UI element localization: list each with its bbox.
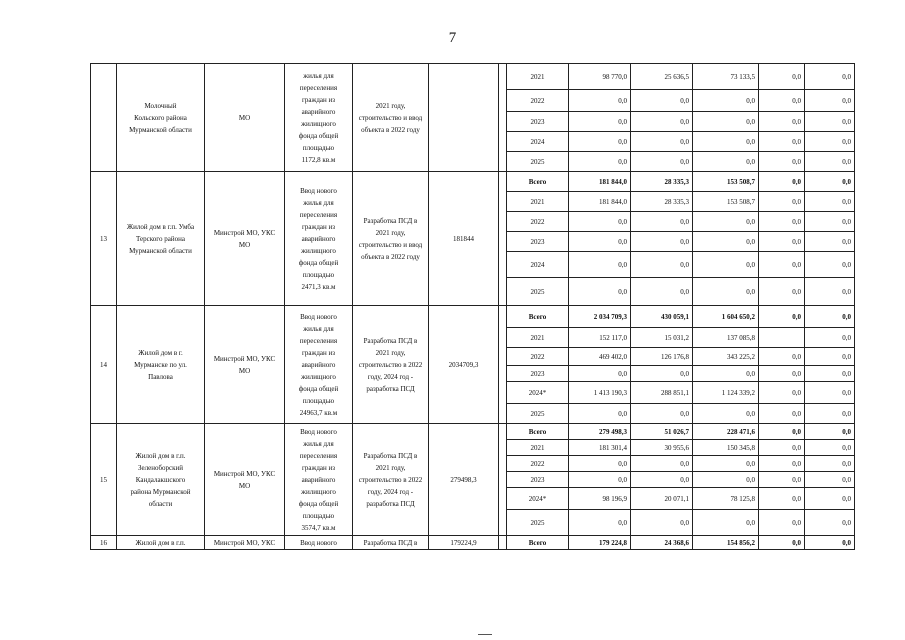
financing-table (90, 63, 855, 550)
value-cell: 0,0 (693, 404, 759, 424)
value-cell: 0,0 (693, 90, 759, 112)
value-cell: 73 133,5 (693, 64, 759, 90)
value-cell: 0,0 (805, 232, 855, 252)
total-cell: 0,0 (569, 278, 631, 306)
value-cell: 0,0 (759, 152, 805, 172)
value-cell: 0,0 (805, 112, 855, 132)
page-edge-mark (478, 634, 492, 635)
object-name: Молочный Кольского района Мурманской области (117, 64, 205, 172)
total-cell: 0,0 (569, 112, 631, 132)
executor: Минстрой МО, УКС МО (205, 306, 285, 424)
year-cell: 2021 (507, 328, 569, 348)
estimated-cost: 2034709,3 (429, 306, 499, 424)
value-cell: 0,0 (693, 252, 759, 278)
stage: Разработка ПСД в (353, 536, 429, 550)
value-cell: 0,0 (631, 278, 693, 306)
total-cell: 0,0 (569, 510, 631, 536)
value-cell: 0,0 (759, 404, 805, 424)
value-cell: 153 508,7 (693, 192, 759, 212)
value-cell: 288 851,1 (631, 382, 693, 404)
value-cell: 0,0 (631, 112, 693, 132)
value-cell: 126 176,8 (631, 348, 693, 366)
value-cell: 0,0 (693, 278, 759, 306)
object-name: Жилой дом в г.п. Зеленоборский Кандалакшского района Мурманской области (117, 424, 205, 536)
value-cell: 0,0 (759, 366, 805, 382)
spacer (499, 536, 507, 550)
value-cell: 0,0 (805, 152, 855, 172)
value-cell: 0,0 (805, 64, 855, 90)
value-cell: 0,0 (693, 212, 759, 232)
value-cell: 0,0 (805, 252, 855, 278)
total-cell: 0,0 (569, 366, 631, 382)
value-cell: 20 071,1 (631, 488, 693, 510)
value-cell: 0,0 (759, 440, 805, 456)
value-cell: 0,0 (759, 112, 805, 132)
estimated-cost: 179224,9 (429, 536, 499, 550)
row-number: 15 (91, 424, 117, 536)
value-cell: 0,0 (631, 90, 693, 112)
value-cell: 28 335,3 (631, 172, 693, 192)
stage: Разработка ПСД в 2021 году, строительство в 2022 году, 2024 год - разработка ПСД (353, 424, 429, 536)
value-cell: 0,0 (805, 510, 855, 536)
purpose: жилья для переселения граждан из аварийного жилищного фонда общей площадью 1172,8 кв.м (285, 64, 353, 172)
year-cell: 2023 (507, 472, 569, 488)
value-cell: 0,0 (805, 192, 855, 212)
year-cell: 2025 (507, 152, 569, 172)
total-cell: 0,0 (569, 90, 631, 112)
year-cell: 2022 (507, 90, 569, 112)
row-number: 14 (91, 306, 117, 424)
executor: Минстрой МО, УКС МО (205, 424, 285, 536)
stage: 2021 году, строительство и ввод объекта в 2022 году (353, 64, 429, 172)
value-cell: 0,0 (631, 232, 693, 252)
value-cell: 0,0 (759, 348, 805, 366)
total-cell: 0,0 (569, 456, 631, 472)
value-cell: 0,0 (631, 152, 693, 172)
value-cell: 0,0 (805, 212, 855, 232)
value-cell: 0,0 (805, 278, 855, 306)
row-number: 13 (91, 172, 117, 306)
year-cell: 2022 (507, 348, 569, 366)
year-cell: 2024* (507, 382, 569, 404)
total-cell: 0,0 (569, 152, 631, 172)
year-cell: 2023 (507, 366, 569, 382)
year-cell: Всего (507, 306, 569, 328)
value-cell: 0,0 (693, 152, 759, 172)
value-cell: 0,0 (759, 90, 805, 112)
value-cell: 0,0 (805, 488, 855, 510)
year-cell: 2023 (507, 112, 569, 132)
purpose: Ввод нового (285, 536, 353, 550)
object-name: Жилой дом в г.п. Умба Терского района Мурманской области (117, 172, 205, 306)
value-cell: 0,0 (631, 404, 693, 424)
value-cell: 154 856,2 (693, 536, 759, 550)
value-cell: 0,0 (631, 252, 693, 278)
value-cell: 0,0 (759, 510, 805, 536)
total-cell: 0,0 (569, 404, 631, 424)
table-row (91, 172, 855, 192)
value-cell: 343 225,2 (693, 348, 759, 366)
value-cell: 28 335,3 (631, 192, 693, 212)
total-cell: 2 034 709,3 (569, 306, 631, 328)
value-cell: 0,0 (631, 456, 693, 472)
value-cell: 0,0 (759, 192, 805, 212)
value-cell: 0,0 (631, 472, 693, 488)
value-cell: 0,0 (805, 456, 855, 472)
total-cell: 152 117,0 (569, 328, 631, 348)
purpose: Ввод нового жилья для переселения граждан из аварийного жилищного фонда общей площадью 2471,3 кв.м (285, 172, 353, 306)
value-cell: 15 031,2 (631, 328, 693, 348)
table-row (91, 424, 855, 440)
value-cell: 0,0 (693, 112, 759, 132)
row-number: 16 (91, 536, 117, 550)
value-cell: 137 085,8 (693, 328, 759, 348)
spacer (499, 64, 507, 172)
estimated-cost: 279498,3 (429, 424, 499, 536)
value-cell: 0,0 (693, 232, 759, 252)
object-name: Жилой дом в г. Мурманске по ул. Павлова (117, 306, 205, 424)
table-body (91, 64, 855, 550)
estimated-cost (429, 64, 499, 172)
year-cell: 2021 (507, 192, 569, 212)
value-cell: 0,0 (759, 212, 805, 232)
value-cell: 0,0 (693, 472, 759, 488)
stage: Разработка ПСД в 2021 году, строительство в 2022 году, 2024 год - разработка ПСД (353, 306, 429, 424)
year-cell: 2025 (507, 278, 569, 306)
value-cell: 0,0 (759, 306, 805, 328)
value-cell: 1 604 650,2 (693, 306, 759, 328)
value-cell: 0,0 (805, 328, 855, 348)
value-cell: 150 345,8 (693, 440, 759, 456)
total-cell: 0,0 (569, 232, 631, 252)
executor: МО (205, 64, 285, 172)
value-cell: 0,0 (759, 424, 805, 440)
total-cell: 469 402,0 (569, 348, 631, 366)
total-cell: 181 844,0 (569, 192, 631, 212)
total-cell: 0,0 (569, 472, 631, 488)
year-cell: 2025 (507, 404, 569, 424)
value-cell: 25 636,5 (631, 64, 693, 90)
year-cell: 2022 (507, 456, 569, 472)
value-cell: 24 368,6 (631, 536, 693, 550)
total-cell: 279 498,3 (569, 424, 631, 440)
total-cell: 1 413 190,3 (569, 382, 631, 404)
value-cell: 1 124 339,2 (693, 382, 759, 404)
value-cell: 0,0 (805, 172, 855, 192)
value-cell: 51 026,7 (631, 424, 693, 440)
value-cell: 0,0 (805, 306, 855, 328)
total-cell: 0,0 (569, 132, 631, 152)
value-cell: 0,0 (693, 132, 759, 152)
year-cell: 2024 (507, 132, 569, 152)
page-number: 7 (448, 30, 457, 46)
total-cell: 98 770,0 (569, 64, 631, 90)
year-cell: 2021 (507, 64, 569, 90)
year-cell: 2023 (507, 232, 569, 252)
executor: Минстрой МО, УКС (205, 536, 285, 550)
value-cell: 0,0 (759, 536, 805, 550)
value-cell: 0,0 (805, 424, 855, 440)
year-cell: Всего (507, 424, 569, 440)
stage: Разработка ПСД в 2021 году, строительство и ввод объекта в 2022 году (353, 172, 429, 306)
year-cell: 2025 (507, 510, 569, 536)
total-cell: 181 301,4 (569, 440, 631, 456)
value-cell: 0,0 (759, 64, 805, 90)
year-cell: 2024 (507, 252, 569, 278)
year-cell: Всего (507, 172, 569, 192)
value-cell: 228 471,6 (693, 424, 759, 440)
value-cell: 0,0 (805, 440, 855, 456)
estimated-cost: 181844 (429, 172, 499, 306)
total-cell: 0,0 (569, 252, 631, 278)
value-cell: 0,0 (805, 90, 855, 112)
table-row (91, 306, 855, 328)
spacer (499, 306, 507, 424)
value-cell: 0,0 (759, 252, 805, 278)
value-cell: 0,0 (631, 132, 693, 152)
value-cell: 0,0 (805, 132, 855, 152)
year-cell: 2021 (507, 440, 569, 456)
year-cell: Всего (507, 536, 569, 550)
value-cell: 0,0 (631, 510, 693, 536)
value-cell: 0,0 (759, 172, 805, 192)
value-cell: 0,0 (805, 404, 855, 424)
value-cell: 0,0 (759, 472, 805, 488)
value-cell: 0,0 (759, 382, 805, 404)
total-cell: 179 224,8 (569, 536, 631, 550)
table-row (91, 536, 855, 550)
total-cell: 98 196,9 (569, 488, 631, 510)
spacer (499, 424, 507, 536)
value-cell: 30 955,6 (631, 440, 693, 456)
value-cell: 0,0 (693, 510, 759, 536)
value-cell: 78 125,8 (693, 488, 759, 510)
value-cell: 0,0 (759, 232, 805, 252)
year-cell: 2022 (507, 212, 569, 232)
value-cell: 0,0 (759, 132, 805, 152)
object-name: Жилой дом в г.п. (117, 536, 205, 550)
value-cell (759, 328, 805, 348)
value-cell: 0,0 (631, 212, 693, 232)
value-cell: 0,0 (759, 456, 805, 472)
value-cell: 0,0 (805, 348, 855, 366)
purpose: Ввод нового жилья для переселения граждан из аварийного жилищного фонда общей площадью 24963,7 кв.м (285, 306, 353, 424)
total-cell: 0,0 (569, 212, 631, 232)
year-cell: 2024* (507, 488, 569, 510)
executor: Минстрой МО, УКС МО (205, 172, 285, 306)
value-cell: 153 508,7 (693, 172, 759, 192)
row-number (91, 64, 117, 172)
value-cell: 0,0 (693, 366, 759, 382)
value-cell: 0,0 (805, 366, 855, 382)
value-cell: 0,0 (805, 472, 855, 488)
value-cell: 430 059,1 (631, 306, 693, 328)
value-cell: 0,0 (631, 366, 693, 382)
value-cell: 0,0 (805, 382, 855, 404)
table-row (91, 64, 855, 90)
value-cell: 0,0 (805, 536, 855, 550)
value-cell: 0,0 (693, 456, 759, 472)
value-cell: 0,0 (759, 278, 805, 306)
total-cell: 181 844,0 (569, 172, 631, 192)
purpose: Ввод нового жилья для переселения граждан из аварийного жилищного фонда общей площадью 3574,7 кв.м (285, 424, 353, 536)
value-cell: 0,0 (759, 488, 805, 510)
spacer (499, 172, 507, 306)
